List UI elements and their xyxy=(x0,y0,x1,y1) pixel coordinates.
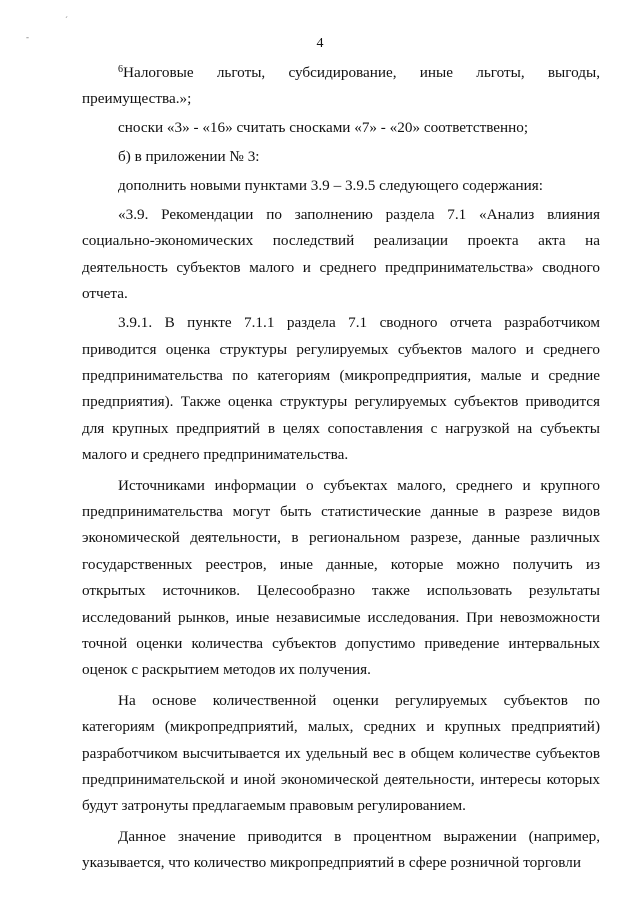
paragraph: Источниками информации о субъектах малого, среднего и крупного предпринимательства могут быть статистические данные в разрезе видов экономической деятельности, в региональном разрезе, данные различных государственных реестров, иные данные, которые можно получить из открытых источников. Целесообразно также использовать результаты исследований рынков, иные независимые исследования. При невозможности точной оценки количества субъектов допустимо приведение интервальных оценок с раскрытием методов их получения. xyxy=(82,476,600,679)
paragraph: 3.9.1. В пункте 7.1.1 раздела 7.1 сводного отчета разработчиком приводится оценка структуры регулируемых субъектов малого и среднего предпринимательства по категориям (микропредприятия, малые и средние предприятия). Также оценка структуры регулируемых субъектов приводится для крупных предприятий в целях сопоставления с нагрузкой на субъекты малого и среднего предпринимательства. xyxy=(82,314,600,464)
footnote-marker: 6 xyxy=(118,64,123,75)
footnote-content: Налоговые льготы, субсидирование, иные льготы, выгоды, преимущества.»; xyxy=(82,64,600,108)
page-number: 4 xyxy=(316,36,324,51)
scan-mark: ´ xyxy=(65,15,68,25)
section-heading: «3.9. Рекомендации по заполнению раздела 7.1 «Анализ влияния социально-экономических последствий реализации проекта акта на деятельность субъектов малого и среднего предпринимательства» сводного отчета. xyxy=(82,206,600,303)
paragraph: сноски «3» - «16» считать сносками «7» - «20» соответственно; xyxy=(118,119,529,137)
footnote-text xyxy=(82,60,600,113)
document-body xyxy=(82,60,600,877)
paragraph: б) в приложении № 3: xyxy=(118,148,260,166)
paragraph: На основе количественной оценки регулируемых субъектов по категориям (микропредприятий, малых, средних и крупных предприятий) разработчиком высчитывается их удельный вес в общем количестве субъектов предпринимательской и иной экономической деятельности, интересы которых будут затронуты предлагаемым правовым регулированием. xyxy=(82,691,600,815)
paragraph: Данное значение приводится в процентном выражении (например, указывается, что количество микропредприятий в сфере розничной торговли xyxy=(82,827,600,872)
scan-mark: - xyxy=(26,32,29,42)
paragraph: дополнить новыми пунктами 3.9 – 3.9.5 следующего содержания: xyxy=(118,177,543,195)
